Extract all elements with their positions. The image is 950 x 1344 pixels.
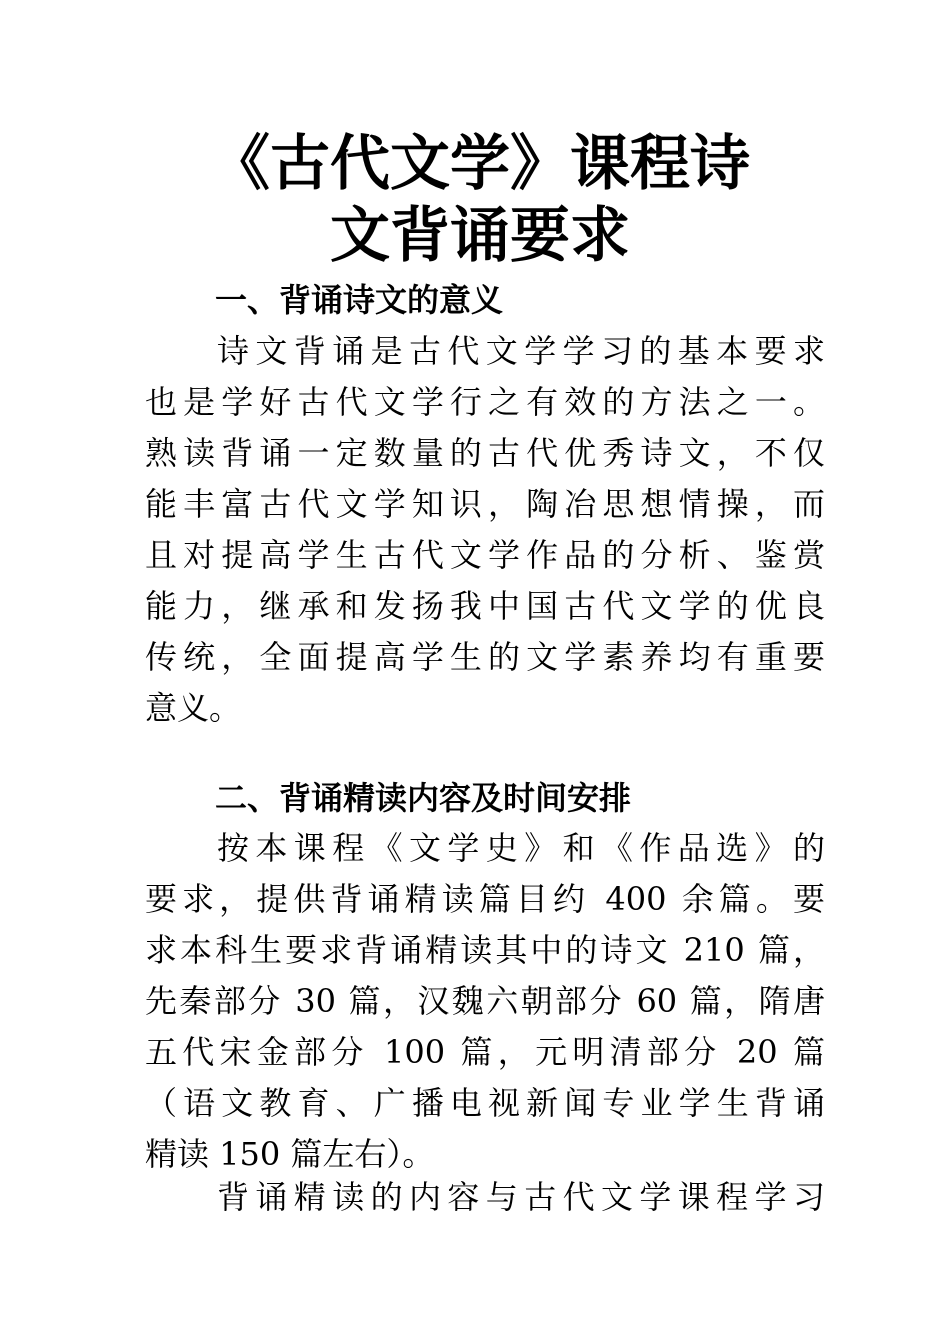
section-2-paragraph-2 bbox=[145, 1172, 825, 1223]
paragraph-line: 也是学好古代文学行之有效的方法之一。 bbox=[145, 383, 825, 421]
section-2-paragraph-1 bbox=[145, 823, 825, 1180]
paragraph-line: 能丰富古代文学知识，陶冶思想情操，而 bbox=[145, 485, 825, 523]
paragraph-line: 求本科生要求背诵精读其中的诗文 210 篇， bbox=[145, 931, 825, 969]
section-1-paragraph bbox=[145, 326, 825, 734]
document-title bbox=[150, 128, 810, 272]
paragraph-line: 精读 150 篇左右）。 bbox=[145, 1135, 435, 1173]
paragraph-line: 五代宋金部分 100 篇，元明清部分 20 篇 bbox=[145, 1033, 825, 1071]
paragraph-line: 传统，全面提高学生的文学素养均有重要 bbox=[145, 638, 825, 676]
section-1-heading: 一、背诵诗文的意义 bbox=[215, 281, 504, 319]
paragraph-line: 诗文背诵是古代文学学习的基本要求 bbox=[217, 332, 825, 370]
paragraph-line: 先秦部分 30 篇，汉魏六朝部分 60 篇，隋唐 bbox=[145, 982, 825, 1020]
paragraph-line: 按本课程《文学史》和《作品选》的 bbox=[217, 829, 825, 867]
paragraph-line: 意义。 bbox=[145, 689, 242, 727]
paragraph-line: 且对提高学生古代文学作品的分析、鉴赏 bbox=[145, 536, 825, 574]
section-2-heading: 二、背诵精读内容及时间安排 bbox=[215, 779, 632, 817]
paragraph-line: 背诵精读的内容与古代文学课程学习 bbox=[217, 1178, 825, 1216]
paragraph-line: 要求，提供背诵精读篇目约 400 余篇。要 bbox=[145, 880, 825, 918]
paragraph-line: 能力，继承和发扬我中国古代文学的优良 bbox=[145, 587, 825, 625]
title-line-1: 《古代文学》课程诗 bbox=[210, 129, 750, 199]
paragraph-line: 熟读背诵一定数量的古代优秀诗文，不仅 bbox=[145, 434, 825, 472]
title-line-2: 文背诵要求 bbox=[330, 201, 630, 271]
paragraph-line: （语文教育、广播电视新闻专业学生背诵 bbox=[145, 1084, 825, 1122]
